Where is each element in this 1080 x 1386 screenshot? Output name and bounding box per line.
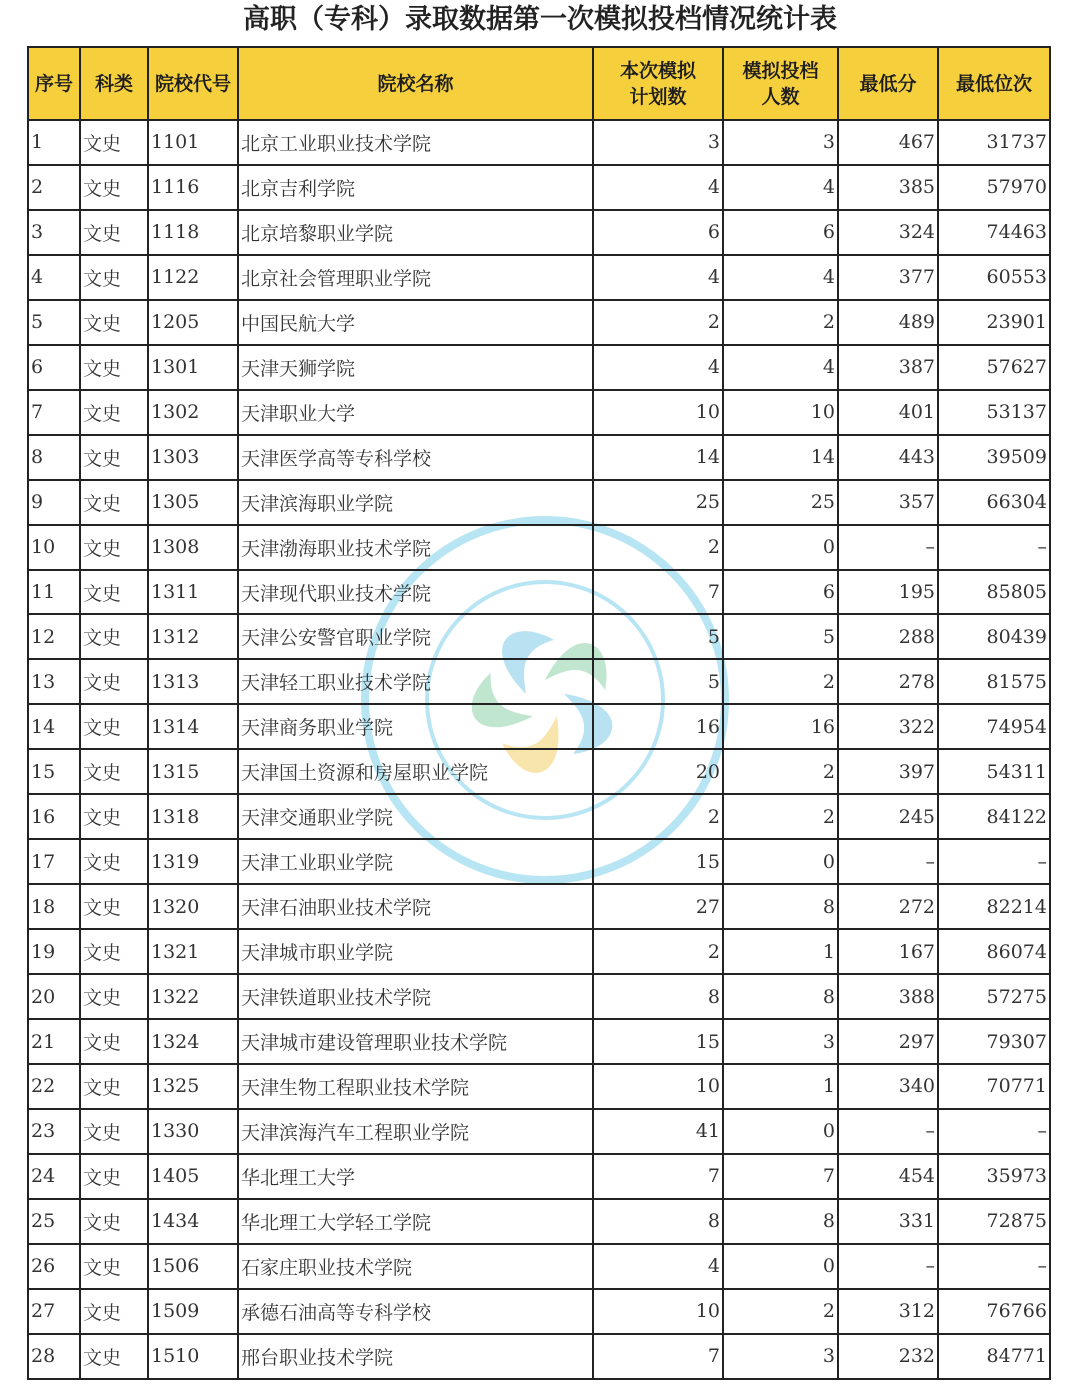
cell-index: 16 — [28, 794, 80, 839]
table-header-row — [28, 47, 1050, 120]
cell-min-rank: 66304 — [938, 480, 1050, 525]
cell-school-name: 北京培黎职业学院 — [238, 210, 593, 255]
cell-school-name: 天津城市职业学院 — [238, 929, 593, 974]
table-row — [28, 390, 1050, 435]
plan-header-line-1: 本次模拟 — [619, 59, 696, 82]
cell-school-code: 1313 — [148, 659, 238, 704]
col-header-min-score: 最低分 — [838, 47, 938, 120]
table-row — [28, 525, 1050, 570]
cell-school-code: 1325 — [148, 1064, 238, 1109]
table-row — [28, 300, 1050, 345]
cell-min-rank: – — [938, 525, 1050, 570]
cell-admit-count: 0 — [723, 525, 838, 570]
cell-min-rank: 81575 — [938, 659, 1050, 704]
cell-index: 14 — [28, 704, 80, 749]
table-row — [28, 1154, 1050, 1199]
cell-min-rank: 54311 — [938, 749, 1050, 794]
cell-category: 文史 — [80, 794, 148, 839]
cell-index: 25 — [28, 1199, 80, 1244]
cell-school-code: 1101 — [148, 120, 238, 165]
cell-plan-count: 7 — [593, 570, 723, 615]
cell-admit-count: 6 — [723, 570, 838, 615]
cell-plan-count: 4 — [593, 255, 723, 300]
cell-school-name: 天津交通职业学院 — [238, 794, 593, 839]
col-header-index: 序号 — [28, 47, 80, 120]
cell-index: 13 — [28, 659, 80, 704]
cell-index: 26 — [28, 1244, 80, 1289]
table-row — [28, 480, 1050, 525]
table-row — [28, 929, 1050, 974]
table-row — [28, 1334, 1050, 1379]
cell-index: 8 — [28, 435, 80, 480]
cell-min-rank: 80439 — [938, 614, 1050, 659]
cell-min-score: 167 — [838, 929, 938, 974]
admission-table — [27, 46, 1051, 1380]
cell-min-score: 397 — [838, 749, 938, 794]
cell-school-code: 1405 — [148, 1154, 238, 1199]
cell-min-rank: 57627 — [938, 345, 1050, 390]
cell-admit-count: 7 — [723, 1154, 838, 1199]
cell-admit-count: 1 — [723, 1064, 838, 1109]
cell-category: 文史 — [80, 929, 148, 974]
cell-min-score: 454 — [838, 1154, 938, 1199]
cell-school-code: 1311 — [148, 570, 238, 615]
cell-plan-count: 7 — [593, 1154, 723, 1199]
cell-admit-count: 0 — [723, 1244, 838, 1289]
cell-min-score: 388 — [838, 974, 938, 1019]
cell-category: 文史 — [80, 1064, 148, 1109]
cell-min-score: – — [838, 1244, 938, 1289]
table-row — [28, 839, 1050, 884]
col-header-plan-count — [593, 47, 723, 120]
cell-school-code: 1434 — [148, 1199, 238, 1244]
cell-plan-count: 4 — [593, 345, 723, 390]
cell-category: 文史 — [80, 480, 148, 525]
cell-min-score: 324 — [838, 210, 938, 255]
cell-category: 文史 — [80, 749, 148, 794]
cell-index: 28 — [28, 1334, 80, 1379]
cell-plan-count: 2 — [593, 794, 723, 839]
table-row — [28, 1109, 1050, 1154]
cell-min-score: 401 — [838, 390, 938, 435]
cell-index: 22 — [28, 1064, 80, 1109]
cell-min-score: 331 — [838, 1199, 938, 1244]
cell-category: 文史 — [80, 1244, 148, 1289]
col-header-min-rank: 最低位次 — [938, 47, 1050, 120]
table-row — [28, 659, 1050, 704]
cell-min-rank: 85805 — [938, 570, 1050, 615]
cell-plan-count: 14 — [593, 435, 723, 480]
cell-admit-count: 8 — [723, 884, 838, 929]
cell-min-rank: – — [938, 839, 1050, 884]
cell-index: 17 — [28, 839, 80, 884]
cell-min-score: 288 — [838, 614, 938, 659]
cell-admit-count: 1 — [723, 929, 838, 974]
cell-school-name: 天津国土资源和房屋职业学院 — [238, 749, 593, 794]
cell-min-rank: 72875 — [938, 1199, 1050, 1244]
cell-plan-count: 5 — [593, 614, 723, 659]
cell-index: 6 — [28, 345, 80, 390]
cell-min-rank: 74463 — [938, 210, 1050, 255]
cell-min-rank: 84771 — [938, 1334, 1050, 1379]
cell-category: 文史 — [80, 1019, 148, 1064]
cell-category: 文史 — [80, 839, 148, 884]
cell-index: 23 — [28, 1109, 80, 1154]
cell-category: 文史 — [80, 884, 148, 929]
cell-min-rank: – — [938, 1244, 1050, 1289]
cell-school-code: 1509 — [148, 1289, 238, 1334]
cell-index: 5 — [28, 300, 80, 345]
table-row — [28, 749, 1050, 794]
cell-plan-count: 27 — [593, 884, 723, 929]
cell-school-code: 1303 — [148, 435, 238, 480]
cell-index: 15 — [28, 749, 80, 794]
cell-admit-count: 8 — [723, 974, 838, 1019]
cell-index: 10 — [28, 525, 80, 570]
cell-index: 21 — [28, 1019, 80, 1064]
cell-index: 11 — [28, 570, 80, 615]
cell-min-rank: 82214 — [938, 884, 1050, 929]
cell-category: 文史 — [80, 1334, 148, 1379]
cell-school-name: 天津医学高等专科学校 — [238, 435, 593, 480]
cell-admit-count: 10 — [723, 390, 838, 435]
cell-category: 文史 — [80, 435, 148, 480]
cell-min-score: 312 — [838, 1289, 938, 1334]
cell-index: 27 — [28, 1289, 80, 1334]
cell-school-code: 1319 — [148, 839, 238, 884]
cell-plan-count: 3 — [593, 120, 723, 165]
cell-plan-count: 7 — [593, 1334, 723, 1379]
cell-admit-count: 5 — [723, 614, 838, 659]
cell-admit-count: 2 — [723, 794, 838, 839]
col-header-admit-count — [723, 47, 838, 120]
cell-admit-count: 4 — [723, 255, 838, 300]
cell-min-rank: 70771 — [938, 1064, 1050, 1109]
cell-min-score: 232 — [838, 1334, 938, 1379]
cell-admit-count: 3 — [723, 1019, 838, 1064]
table-row — [28, 1064, 1050, 1109]
cell-admit-count: 6 — [723, 210, 838, 255]
cell-school-name: 邢台职业技术学院 — [238, 1334, 593, 1379]
table-row — [28, 345, 1050, 390]
table-row — [28, 974, 1050, 1019]
cell-school-name: 天津现代职业技术学院 — [238, 570, 593, 615]
cell-index: 9 — [28, 480, 80, 525]
cell-category: 文史 — [80, 1154, 148, 1199]
cell-min-rank: 39509 — [938, 435, 1050, 480]
cell-school-code: 1308 — [148, 525, 238, 570]
cell-admit-count: 4 — [723, 345, 838, 390]
cell-admit-count: 3 — [723, 120, 838, 165]
cell-admit-count: 8 — [723, 1199, 838, 1244]
cell-school-code: 1320 — [148, 884, 238, 929]
cell-plan-count: 10 — [593, 1289, 723, 1334]
cell-school-name: 天津商务职业学院 — [238, 704, 593, 749]
cell-category: 文史 — [80, 659, 148, 704]
cell-min-rank: 23901 — [938, 300, 1050, 345]
cell-school-name: 中国民航大学 — [238, 300, 593, 345]
cell-plan-count: 8 — [593, 974, 723, 1019]
cell-min-score: 443 — [838, 435, 938, 480]
cell-plan-count: 8 — [593, 1199, 723, 1244]
cell-admit-count: 4 — [723, 165, 838, 210]
cell-plan-count: 4 — [593, 165, 723, 210]
cell-min-score: 387 — [838, 345, 938, 390]
cell-school-name: 天津城市建设管理职业技术学院 — [238, 1019, 593, 1064]
table-row — [28, 570, 1050, 615]
cell-index: 2 — [28, 165, 80, 210]
cell-school-code: 1205 — [148, 300, 238, 345]
table-row — [28, 165, 1050, 210]
cell-index: 19 — [28, 929, 80, 974]
cell-admit-count: 0 — [723, 839, 838, 884]
table-row — [28, 435, 1050, 480]
cell-school-code: 1122 — [148, 255, 238, 300]
cell-category: 文史 — [80, 345, 148, 390]
cell-category: 文史 — [80, 300, 148, 345]
cell-index: 12 — [28, 614, 80, 659]
cell-plan-count: 10 — [593, 1064, 723, 1109]
cell-school-code: 1506 — [148, 1244, 238, 1289]
cell-category: 文史 — [80, 165, 148, 210]
cell-min-score: 377 — [838, 255, 938, 300]
cell-school-code: 1324 — [148, 1019, 238, 1064]
cell-min-score: 297 — [838, 1019, 938, 1064]
table-row — [28, 884, 1050, 929]
cell-school-name: 承德石油高等专科学校 — [238, 1289, 593, 1334]
cell-school-name: 天津渤海职业技术学院 — [238, 525, 593, 570]
cell-min-rank: 86074 — [938, 929, 1050, 974]
cell-index: 1 — [28, 120, 80, 165]
cell-category: 文史 — [80, 1289, 148, 1334]
plan-header-line-2: 计划数 — [629, 85, 687, 108]
cell-school-name: 天津公安警官职业学院 — [238, 614, 593, 659]
cell-school-code: 1116 — [148, 165, 238, 210]
cell-min-score: 272 — [838, 884, 938, 929]
cell-min-score: 357 — [838, 480, 938, 525]
cell-category: 文史 — [80, 614, 148, 659]
table-row — [28, 1019, 1050, 1064]
cell-category: 文史 — [80, 1109, 148, 1154]
cell-school-code: 1510 — [148, 1334, 238, 1379]
cell-index: 3 — [28, 210, 80, 255]
cell-min-score: 245 — [838, 794, 938, 839]
cell-plan-count: 25 — [593, 480, 723, 525]
cell-school-name: 北京工业职业技术学院 — [238, 120, 593, 165]
cell-plan-count: 10 — [593, 390, 723, 435]
table-row — [28, 255, 1050, 300]
cell-category: 文史 — [80, 210, 148, 255]
col-header-category: 科类 — [80, 47, 148, 120]
cell-min-score: 489 — [838, 300, 938, 345]
cell-plan-count: 2 — [593, 929, 723, 974]
admit-header-line-1: 模拟投档 — [742, 59, 819, 82]
cell-category: 文史 — [80, 1199, 148, 1244]
cell-plan-count: 5 — [593, 659, 723, 704]
table-row — [28, 120, 1050, 165]
cell-index: 24 — [28, 1154, 80, 1199]
cell-category: 文史 — [80, 704, 148, 749]
cell-plan-count: 15 — [593, 1019, 723, 1064]
cell-school-name: 天津天狮学院 — [238, 345, 593, 390]
cell-min-rank: 76766 — [938, 1289, 1050, 1334]
cell-min-score: 385 — [838, 165, 938, 210]
cell-school-name: 天津职业大学 — [238, 390, 593, 435]
cell-school-name: 北京社会管理职业学院 — [238, 255, 593, 300]
page-title: 高职（专科）录取数据第一次模拟投档情况统计表 — [243, 4, 837, 35]
cell-plan-count: 4 — [593, 1244, 723, 1289]
cell-school-name: 华北理工大学轻工学院 — [238, 1199, 593, 1244]
cell-category: 文史 — [80, 390, 148, 435]
cell-min-score: – — [838, 1109, 938, 1154]
cell-min-rank: 57275 — [938, 974, 1050, 1019]
cell-plan-count: 15 — [593, 839, 723, 884]
cell-min-rank: – — [938, 1109, 1050, 1154]
cell-school-name: 天津滨海汽车工程职业学院 — [238, 1109, 593, 1154]
cell-school-code: 1305 — [148, 480, 238, 525]
cell-min-score: 195 — [838, 570, 938, 615]
cell-plan-count: 2 — [593, 525, 723, 570]
cell-school-code: 1330 — [148, 1109, 238, 1154]
cell-min-rank: 79307 — [938, 1019, 1050, 1064]
cell-index: 18 — [28, 884, 80, 929]
cell-min-rank: 57970 — [938, 165, 1050, 210]
admit-header-line-2: 人数 — [761, 85, 800, 108]
table-row — [28, 614, 1050, 659]
cell-school-code: 1302 — [148, 390, 238, 435]
cell-admit-count: 2 — [723, 659, 838, 704]
cell-min-rank: 53137 — [938, 390, 1050, 435]
cell-school-name: 天津工业职业学院 — [238, 839, 593, 884]
cell-admit-count: 16 — [723, 704, 838, 749]
cell-plan-count: 6 — [593, 210, 723, 255]
cell-min-score: 322 — [838, 704, 938, 749]
cell-min-rank: 60553 — [938, 255, 1050, 300]
cell-plan-count: 41 — [593, 1109, 723, 1154]
cell-school-name: 天津石油职业技术学院 — [238, 884, 593, 929]
cell-min-rank: 31737 — [938, 120, 1050, 165]
cell-min-score: – — [838, 839, 938, 884]
cell-plan-count: 16 — [593, 704, 723, 749]
cell-admit-count: 2 — [723, 1289, 838, 1334]
cell-school-code: 1301 — [148, 345, 238, 390]
cell-plan-count: 2 — [593, 300, 723, 345]
table-row — [28, 1199, 1050, 1244]
cell-admit-count: 2 — [723, 300, 838, 345]
cell-school-code: 1321 — [148, 929, 238, 974]
cell-school-name: 华北理工大学 — [238, 1154, 593, 1199]
cell-school-code: 1118 — [148, 210, 238, 255]
cell-min-rank: 84122 — [938, 794, 1050, 839]
cell-admit-count: 0 — [723, 1109, 838, 1154]
cell-school-name: 天津轻工职业技术学院 — [238, 659, 593, 704]
cell-school-name: 天津生物工程职业技术学院 — [238, 1064, 593, 1109]
cell-school-name: 天津铁道职业技术学院 — [238, 974, 593, 1019]
cell-admit-count: 2 — [723, 749, 838, 794]
cell-category: 文史 — [80, 255, 148, 300]
col-header-school-code: 院校代号 — [148, 47, 238, 120]
cell-category: 文史 — [80, 974, 148, 1019]
cell-admit-count: 25 — [723, 480, 838, 525]
cell-category: 文史 — [80, 120, 148, 165]
cell-school-code: 1318 — [148, 794, 238, 839]
col-header-school-name: 院校名称 — [238, 47, 593, 120]
cell-min-score: 467 — [838, 120, 938, 165]
cell-admit-count: 14 — [723, 435, 838, 480]
cell-admit-count: 3 — [723, 1334, 838, 1379]
table-row — [28, 794, 1050, 839]
cell-school-code: 1312 — [148, 614, 238, 659]
cell-category: 文史 — [80, 525, 148, 570]
table-row — [28, 704, 1050, 749]
cell-min-score: – — [838, 525, 938, 570]
cell-school-code: 1315 — [148, 749, 238, 794]
cell-min-score: 278 — [838, 659, 938, 704]
cell-index: 7 — [28, 390, 80, 435]
cell-plan-count: 20 — [593, 749, 723, 794]
table-row — [28, 1289, 1050, 1334]
cell-school-code: 1314 — [148, 704, 238, 749]
cell-min-rank: 35973 — [938, 1154, 1050, 1199]
cell-category: 文史 — [80, 570, 148, 615]
cell-school-name: 天津滨海职业学院 — [238, 480, 593, 525]
cell-index: 4 — [28, 255, 80, 300]
cell-school-name: 石家庄职业技术学院 — [238, 1244, 593, 1289]
table-row — [28, 210, 1050, 255]
cell-min-rank: 74954 — [938, 704, 1050, 749]
table-row — [28, 1244, 1050, 1289]
cell-school-name: 北京吉利学院 — [238, 165, 593, 210]
cell-index: 20 — [28, 974, 80, 1019]
cell-min-score: 340 — [838, 1064, 938, 1109]
cell-school-code: 1322 — [148, 974, 238, 1019]
